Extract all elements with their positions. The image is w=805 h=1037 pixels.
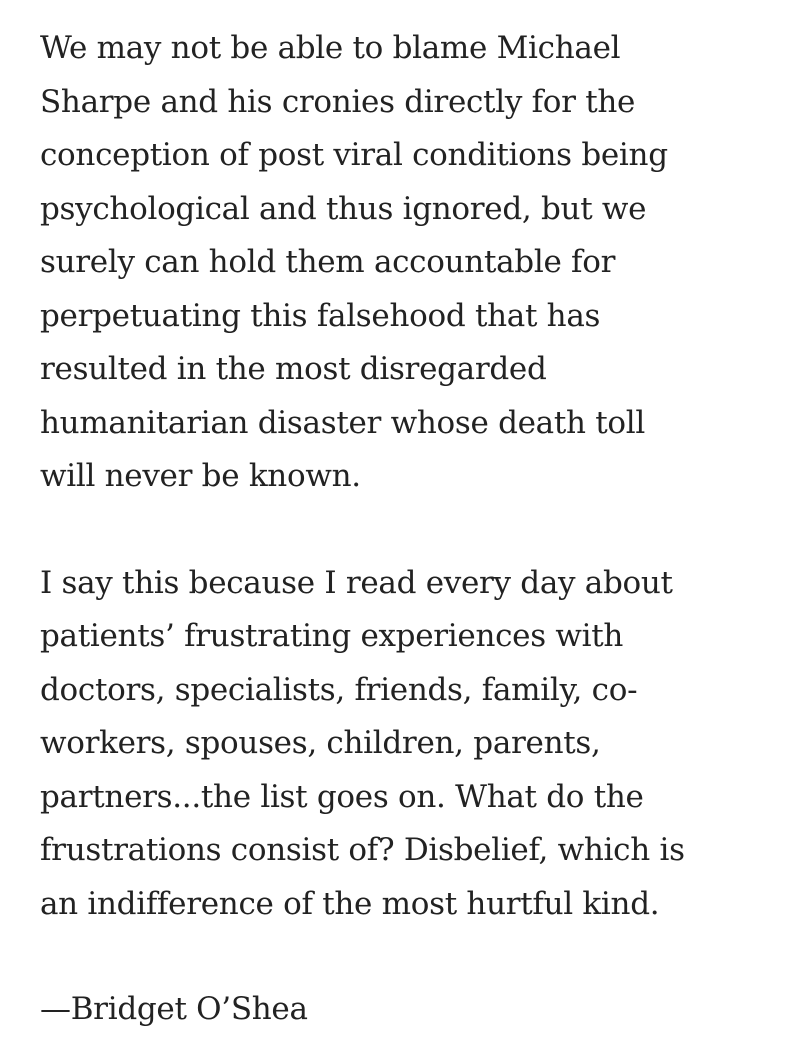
text-line: conception of post viral conditions being: [40, 137, 668, 173]
text-line: We may not be able to blame Michael: [40, 30, 621, 66]
text-line: will never be known.: [40, 458, 361, 494]
text-line: patients’ frustrating experiences with: [40, 618, 624, 654]
text-line: surely can hold them accountable for: [40, 244, 616, 280]
text-line: workers, spouses, children, parents,: [40, 725, 601, 761]
text-line: humanitarian disaster whose death toll: [40, 404, 645, 441]
text-line: resulted in the most disregarded: [40, 351, 547, 387]
text-line: I say this because I read every day about: [40, 564, 673, 601]
text-line: perpetuating this falsehood that has: [40, 297, 601, 334]
paragraph-2: [40, 557, 780, 932]
quote-document: [40, 22, 780, 1037]
text-line: an indifference of the most hurtful kind.: [40, 885, 660, 922]
text-line: partners...the list goes on. What do the: [40, 778, 644, 815]
text-line: doctors, specialists, friends, family, co-: [40, 671, 638, 708]
text-line: frustrations consist of? Disbelief, which is: [40, 832, 685, 868]
author-signature: —Bridget O’Shea: [40, 991, 308, 1027]
paragraph-1: [40, 22, 780, 504]
text-line: psychological and thus ignored, but we: [40, 190, 647, 227]
text-line: Sharpe and his cronies directly for the: [40, 83, 636, 120]
